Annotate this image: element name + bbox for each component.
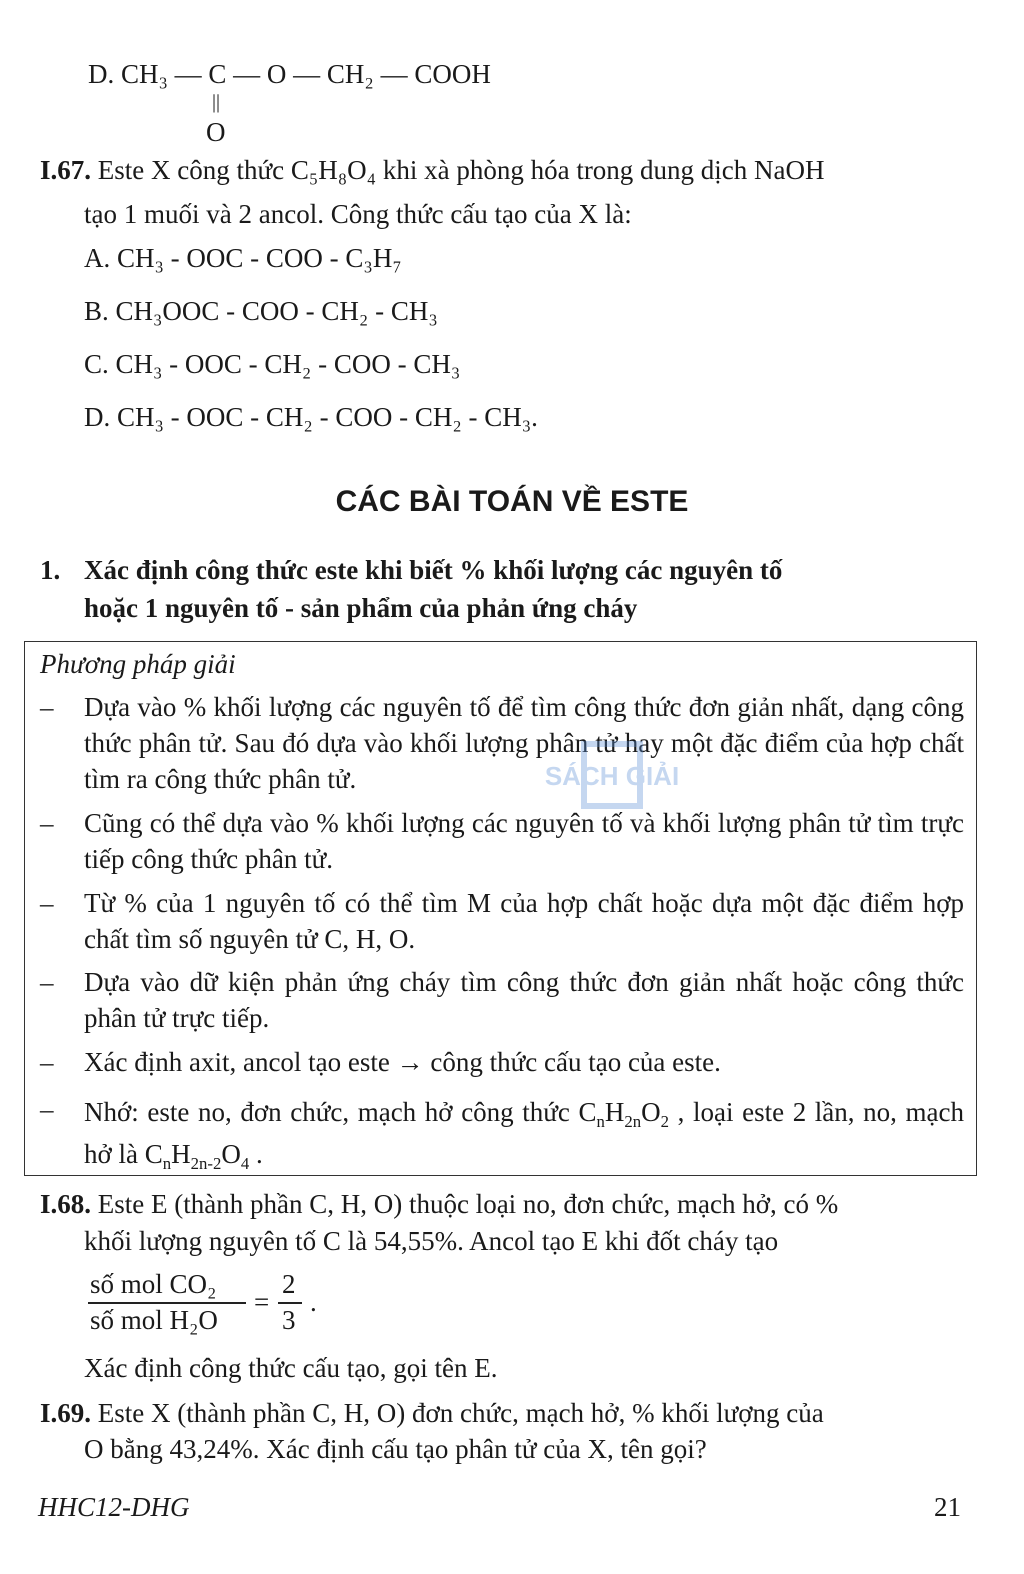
watermark-logo	[512, 730, 712, 830]
method-item: Dựa vào dữ kiện phản ứng cháy tìm công thức đơn giản nhất hoặc công thức phân tử trực tiếp.	[84, 967, 964, 1033]
fraction-denominator: số mol H₂O	[90, 1305, 218, 1335]
period: .	[310, 1287, 317, 1317]
question-line: Este X công thức C₅H₈O₄ khi xà phòng hóa trong dung dịch NaOH	[97, 155, 825, 185]
double-bond: ||	[212, 91, 221, 113]
subsection-line2: hoặc 1 nguyên tố - sản phẩm của phản ứng cháy	[84, 593, 638, 623]
bullet-dash: –	[40, 808, 54, 838]
method-item: Cũng có thể dựa vào % khối lượng các nguyên tố và khối lượng phân tử tìm trực tiếp công thức phân tử.	[84, 808, 964, 874]
subsection-line1: Xác định công thức este khi biết % khối lượng các nguyên tố	[84, 555, 783, 585]
question-number: I.68.	[40, 1189, 92, 1219]
option-d-formula: D. CH₃ — C — O — CH₂ — COOH	[88, 59, 491, 89]
question-line: Este X (thành phần C, H, O) đơn chức, mạch hở, % khối lượng của	[97, 1398, 824, 1428]
option-d: D. CH₃ - OOC - CH₂ - COO - CH₂ - CH₃.	[84, 402, 538, 432]
subsection-heading	[40, 552, 783, 588]
equals-sign: =	[254, 1287, 270, 1317]
option-a: A. CH₃ - OOC - COO - C₃H₇	[84, 243, 402, 273]
question-167	[40, 152, 825, 188]
bullet-dash: –	[40, 967, 54, 997]
question-number: I.69.	[40, 1398, 92, 1428]
section-title: CÁC BÀI TOÁN VỀ ESTE	[335, 485, 689, 518]
question-169-line2: O bằng 43,24%. Xác định cấu tạo phân tử của X, tên gọi?	[84, 1434, 707, 1464]
fraction-numerator: số mol CO₂	[90, 1269, 217, 1299]
ratio-denominator: 3	[282, 1305, 296, 1335]
watermark-text: SÁCH GIẢI	[544, 761, 680, 791]
question-number: I.67.	[40, 155, 92, 185]
method-item: Nhớ: este no, đơn chức, mạch hở công thức $C_nH_{2n}O_2$ , loại este 2 lần, no, mạch hở là $C_nH_{2n-2}O_4$ .	[84, 1097, 964, 1173]
option-b: B. CH₃OOC - COO - CH₂ - CH₃	[84, 296, 438, 326]
method-title: Phương pháp giải	[40, 649, 236, 679]
bullet-dash: –	[40, 692, 54, 722]
mole-ratio-fraction	[88, 1266, 317, 1338]
option-c: C. CH₃ - OOC - CH₂ - COO - CH₃	[84, 349, 461, 379]
ratio-numerator: 2	[282, 1269, 296, 1299]
question-169	[40, 1395, 824, 1431]
subsection-number: 1.	[40, 555, 61, 585]
footer-code: HHC12-DHG	[38, 1492, 190, 1522]
method-item: Từ % của 1 nguyên tố có thể tìm M của hợp chất hoặc dựa một đặc điểm hợp chất tìm số nguyên tử C, H, O.	[84, 888, 964, 954]
page-number: 21	[934, 1492, 961, 1522]
method-item: Dựa vào % khối lượng các nguyên tố để tìm công thức đơn giản nhất, dạng công thức phân tử. Sau đó dựa vào khối lượng phân tử hay một đặc điểm của hợp chất tìm ra công thức phân tử.	[84, 692, 964, 794]
bullet-dash: –	[40, 1047, 54, 1077]
question-168-line3: Xác định công thức cấu tạo, gọi tên E.	[84, 1353, 498, 1383]
method-item: Xác định axit, ancol tạo este → công thức cấu tạo của este.	[84, 1047, 721, 1077]
bullet-dash: –	[40, 888, 54, 918]
bullet-dash: –	[40, 1094, 54, 1124]
question-line: Este E (thành phần C, H, O) thuộc loại no, đơn chức, mạch hở, có %	[97, 1189, 839, 1219]
question-167-line2: tạo 1 muối và 2 ancol. Công thức cấu tạo của X là:	[84, 199, 632, 229]
carbonyl-oxygen: O	[206, 117, 226, 147]
question-168	[40, 1186, 838, 1222]
question-168-line2: khối lượng nguyên tố C là 54,55%. Ancol tạo E khi đốt cháy tạo	[84, 1226, 779, 1256]
option-d-structure	[88, 56, 528, 146]
